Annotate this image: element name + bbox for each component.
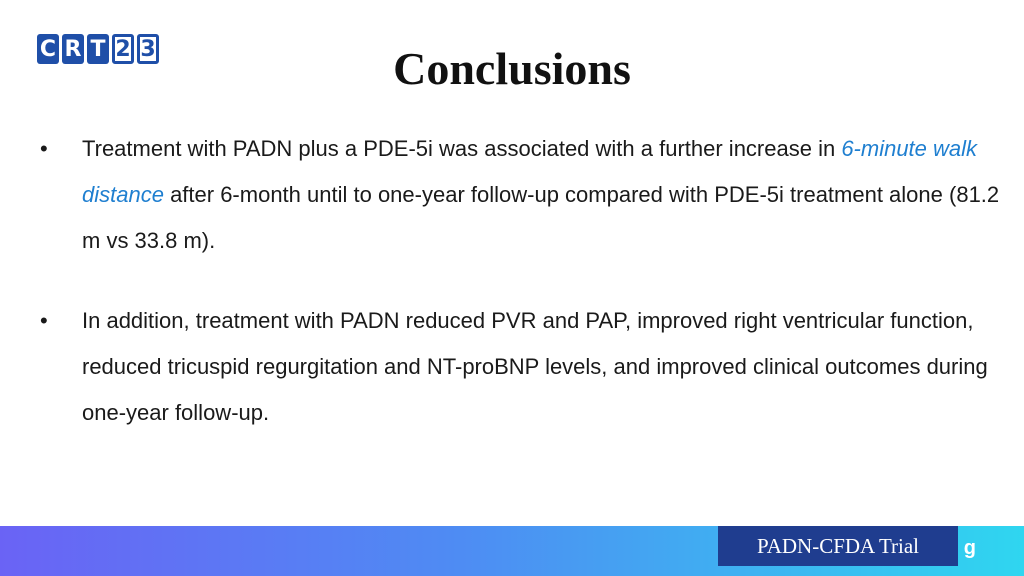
logo-digit-3: 3	[137, 34, 159, 64]
logo-digit-2: 2	[112, 34, 134, 64]
slide-title: Conclusions	[393, 43, 631, 94]
footer-partial-text: g	[963, 537, 976, 559]
bullet-walk-distance	[40, 126, 1000, 264]
conclusions-list	[40, 126, 1000, 436]
bullet-highlight: 6-minute walk distance	[82, 136, 978, 207]
trial-label-box	[718, 526, 958, 566]
logo-letter-r: R	[62, 34, 84, 64]
bullet-additional-outcomes	[40, 298, 1000, 436]
bullet-marker: •	[40, 136, 48, 161]
bullet-text: In addition, treatment with PADN reduced PVR and PAP, improved right ventricular function, reduced tricuspid regurgitation and NT-proBNP levels, and improved clinical outcomes during one-year follow-up.	[82, 308, 988, 425]
logo-letter-t: T	[87, 34, 109, 64]
trial-label: PADN-CFDA Trial	[756, 533, 920, 558]
bullet-marker: •	[40, 308, 48, 333]
bullet-text-after: after 6-month until to one-year follow-up compared with PDE-5i treatment alone (81.2 m vs 33.8 m).	[82, 182, 1000, 253]
bullet-text-before: Treatment with PADN plus a PDE-5i was associated with a further increase in	[82, 136, 842, 161]
logo-letter-c: C	[37, 34, 59, 64]
